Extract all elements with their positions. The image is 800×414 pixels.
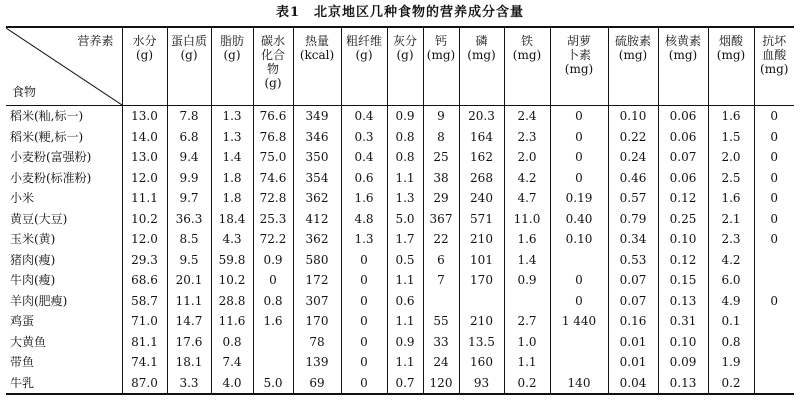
value-cell: 0.01 bbox=[608, 332, 658, 353]
value-cell: 2.4 bbox=[504, 106, 550, 127]
value-cell: 76.6 bbox=[253, 106, 293, 127]
value-cell: 0.1 bbox=[708, 311, 754, 332]
value-cell: 29 bbox=[423, 188, 459, 209]
value-cell: 13.0 bbox=[122, 147, 167, 168]
corner-food-label: 食物 bbox=[12, 85, 37, 99]
value-cell: 7.4 bbox=[211, 352, 253, 373]
value-cell: 24 bbox=[423, 352, 459, 373]
value-cell: 1.6 bbox=[253, 311, 293, 332]
food-name-cell: 稻米(籼,标一) bbox=[10, 109, 84, 124]
value-cell: 1.8 bbox=[211, 168, 253, 189]
column-header bbox=[387, 27, 423, 106]
value-cell: 1.1 bbox=[387, 270, 423, 291]
value-cell: 0.6 bbox=[387, 291, 423, 312]
value-cell bbox=[754, 311, 794, 332]
value-cell: 59.8 bbox=[211, 250, 253, 271]
column-header bbox=[167, 27, 211, 106]
value-cell: 120 bbox=[423, 373, 459, 395]
value-cell: 0.34 bbox=[608, 229, 658, 250]
value-cell: 13.5 bbox=[459, 332, 504, 353]
value-cell: 362 bbox=[293, 188, 341, 209]
value-cell: 0.8 bbox=[708, 332, 754, 353]
value-cell: 0.07 bbox=[608, 291, 658, 312]
value-cell: 362 bbox=[293, 229, 341, 250]
value-cell: 7 bbox=[423, 270, 459, 291]
column-header-label: 碳水 化合 物 (g) bbox=[260, 34, 285, 90]
value-cell: 1.3 bbox=[387, 188, 423, 209]
value-cell: 2.5 bbox=[708, 168, 754, 189]
value-cell: 1.6 bbox=[708, 188, 754, 209]
value-cell: 0.10 bbox=[608, 106, 658, 127]
value-cell: 0 bbox=[550, 147, 608, 168]
value-cell: 0.46 bbox=[608, 168, 658, 189]
value-cell: 4.9 bbox=[708, 291, 754, 312]
table-row bbox=[6, 311, 794, 332]
value-cell: 3.3 bbox=[167, 373, 211, 395]
value-cell: 170 bbox=[459, 270, 504, 291]
column-header-label: 核黄素 (mg) bbox=[664, 34, 701, 62]
value-cell: 0.9 bbox=[504, 270, 550, 291]
value-cell: 1.3 bbox=[341, 229, 387, 250]
value-cell: 210 bbox=[459, 311, 504, 332]
header-row bbox=[6, 27, 794, 106]
value-cell: 268 bbox=[459, 168, 504, 189]
value-cell: 33 bbox=[423, 332, 459, 353]
value-cell: 346 bbox=[293, 127, 341, 148]
value-cell: 2.1 bbox=[708, 209, 754, 230]
value-cell: 11.0 bbox=[504, 209, 550, 230]
value-cell: 0 bbox=[754, 168, 794, 189]
value-cell: 571 bbox=[459, 209, 504, 230]
value-cell bbox=[754, 270, 794, 291]
table-row bbox=[6, 106, 794, 127]
column-header bbox=[608, 27, 658, 106]
column-header-label: 热量 (kcal) bbox=[299, 34, 335, 62]
value-cell: 160 bbox=[459, 352, 504, 373]
value-cell: 1.0 bbox=[504, 332, 550, 353]
table-row bbox=[6, 291, 794, 312]
value-cell: 0 bbox=[754, 209, 794, 230]
column-header bbox=[293, 27, 341, 106]
food-name-cell: 大黄鱼 bbox=[10, 334, 47, 349]
value-cell: 14.7 bbox=[167, 311, 211, 332]
value-cell: 170 bbox=[293, 311, 341, 332]
value-cell: 1.3 bbox=[211, 106, 253, 127]
value-cell: 58.7 bbox=[122, 291, 167, 312]
value-cell: 412 bbox=[293, 209, 341, 230]
value-cell bbox=[423, 291, 459, 312]
value-cell: 0 bbox=[550, 168, 608, 189]
value-cell: 172 bbox=[293, 270, 341, 291]
value-cell: 0 bbox=[341, 332, 387, 353]
value-cell: 0 bbox=[341, 373, 387, 395]
column-header-label: 磷 (mg) bbox=[467, 34, 496, 62]
value-cell: 87.0 bbox=[122, 373, 167, 395]
value-cell: 101 bbox=[459, 250, 504, 271]
value-cell: 0 bbox=[754, 127, 794, 148]
value-cell: 1.1 bbox=[387, 352, 423, 373]
value-cell: 78 bbox=[293, 332, 341, 353]
value-cell: 20.1 bbox=[167, 270, 211, 291]
value-cell: 0.4 bbox=[341, 106, 387, 127]
value-cell: 0.07 bbox=[658, 147, 708, 168]
table-row bbox=[6, 270, 794, 291]
value-cell: 11.1 bbox=[122, 188, 167, 209]
value-cell: 20.3 bbox=[459, 106, 504, 127]
value-cell: 0.06 bbox=[658, 168, 708, 189]
value-cell bbox=[754, 250, 794, 271]
value-cell: 12.0 bbox=[122, 168, 167, 189]
column-header-label: 胡萝 卜素 (mg) bbox=[564, 34, 594, 76]
value-cell: 0 bbox=[550, 291, 608, 312]
value-cell: 0 bbox=[341, 311, 387, 332]
column-header bbox=[708, 27, 754, 106]
value-cell: 0 bbox=[341, 250, 387, 271]
food-name-cell: 猪肉(瘦) bbox=[10, 252, 56, 267]
value-cell: 1.6 bbox=[504, 229, 550, 250]
value-cell: 0.10 bbox=[550, 229, 608, 250]
food-name-cell: 小麦粉(标准粉) bbox=[10, 170, 92, 185]
table-row bbox=[6, 373, 794, 395]
value-cell: 240 bbox=[459, 188, 504, 209]
value-cell: 72.2 bbox=[253, 229, 293, 250]
column-header bbox=[504, 27, 550, 106]
value-cell: 68.6 bbox=[122, 270, 167, 291]
value-cell: 0.5 bbox=[387, 250, 423, 271]
value-cell: 9.5 bbox=[167, 250, 211, 271]
value-cell: 140 bbox=[550, 373, 608, 395]
value-cell: 6.0 bbox=[708, 270, 754, 291]
column-header-label: 水分 (g) bbox=[132, 34, 157, 62]
value-cell: 0.2 bbox=[708, 373, 754, 395]
value-cell: 0 bbox=[754, 188, 794, 209]
value-cell: 81.1 bbox=[122, 332, 167, 353]
value-cell: 139 bbox=[293, 352, 341, 373]
value-cell: 18.4 bbox=[211, 209, 253, 230]
value-cell: 0.6 bbox=[341, 168, 387, 189]
value-cell: 0.8 bbox=[387, 127, 423, 148]
value-cell: 0.9 bbox=[387, 332, 423, 353]
value-cell: 307 bbox=[293, 291, 341, 312]
food-name-cell: 黄豆(大豆) bbox=[10, 211, 68, 226]
value-cell: 71.0 bbox=[122, 311, 167, 332]
value-cell: 1.9 bbox=[708, 352, 754, 373]
column-header bbox=[341, 27, 387, 106]
value-cell: 4.8 bbox=[341, 209, 387, 230]
value-cell: 580 bbox=[293, 250, 341, 271]
table-row bbox=[6, 229, 794, 250]
value-cell: 4.2 bbox=[708, 250, 754, 271]
value-cell: 0 bbox=[754, 229, 794, 250]
value-cell: 0.22 bbox=[608, 127, 658, 148]
table-title: 表1 北京地区几种食物的营养成分含量 bbox=[275, 5, 525, 20]
value-cell: 6 bbox=[423, 250, 459, 271]
value-cell: 0.12 bbox=[658, 188, 708, 209]
column-header bbox=[459, 27, 504, 106]
value-cell: 1.4 bbox=[504, 250, 550, 271]
value-cell: 1.1 bbox=[387, 311, 423, 332]
value-cell: 72.8 bbox=[253, 188, 293, 209]
column-header-label: 烟酸 (mg) bbox=[716, 34, 746, 62]
column-header-label: 钙 (mg) bbox=[426, 34, 456, 62]
value-cell: 74.6 bbox=[253, 168, 293, 189]
column-header-label: 粗纤维 (g) bbox=[345, 34, 382, 62]
food-name-cell: 小米 bbox=[10, 191, 35, 206]
value-cell: 0 bbox=[253, 270, 293, 291]
value-cell: 18.1 bbox=[167, 352, 211, 373]
value-cell: 0.06 bbox=[658, 127, 708, 148]
value-cell: 10.2 bbox=[211, 270, 253, 291]
value-cell: 4.7 bbox=[504, 188, 550, 209]
value-cell: 1.3 bbox=[211, 127, 253, 148]
column-header-label: 铁 (mg) bbox=[512, 34, 542, 62]
value-cell: 1.6 bbox=[708, 106, 754, 127]
value-cell: 0 bbox=[550, 270, 608, 291]
value-cell: 0.13 bbox=[658, 291, 708, 312]
value-cell: 75.0 bbox=[253, 147, 293, 168]
value-cell: 29.3 bbox=[122, 250, 167, 271]
value-cell: 2.0 bbox=[504, 147, 550, 168]
value-cell: 0.2 bbox=[504, 373, 550, 395]
value-cell: 93 bbox=[459, 373, 504, 395]
column-header bbox=[211, 27, 253, 106]
value-cell: 0.8 bbox=[387, 147, 423, 168]
value-cell: 0 bbox=[341, 291, 387, 312]
table-row bbox=[6, 147, 794, 168]
value-cell: 4.3 bbox=[211, 229, 253, 250]
value-cell: 354 bbox=[293, 168, 341, 189]
food-name-cell: 牛乳 bbox=[6, 373, 122, 395]
corner-header bbox=[6, 27, 122, 106]
value-cell: 38 bbox=[423, 168, 459, 189]
value-cell: 367 bbox=[423, 209, 459, 230]
table-row bbox=[6, 127, 794, 148]
column-header bbox=[658, 27, 708, 106]
food-name-cell: 玉米(黄) bbox=[10, 232, 56, 247]
value-cell: 12.0 bbox=[122, 229, 167, 250]
value-cell: 0.16 bbox=[608, 311, 658, 332]
value-cell: 2.3 bbox=[708, 229, 754, 250]
value-cell: 0.8 bbox=[253, 291, 293, 312]
column-header-label: 脂肪 (g) bbox=[219, 34, 244, 62]
value-cell: 0 bbox=[341, 352, 387, 373]
value-cell: 69 bbox=[293, 373, 341, 395]
table-row bbox=[6, 332, 794, 353]
value-cell: 1.7 bbox=[387, 229, 423, 250]
value-cell: 55 bbox=[423, 311, 459, 332]
value-cell: 164 bbox=[459, 127, 504, 148]
column-header bbox=[253, 27, 293, 106]
value-cell: 0.10 bbox=[658, 332, 708, 353]
corner-nutrient-label: 营养素 bbox=[77, 34, 114, 48]
value-cell: 1.1 bbox=[387, 168, 423, 189]
value-cell: 0 bbox=[550, 106, 608, 127]
food-name-cell: 稻米(粳,标一) bbox=[10, 129, 84, 144]
value-cell: 0.09 bbox=[658, 352, 708, 373]
value-cell: 0.8 bbox=[211, 332, 253, 353]
value-cell: 0 bbox=[754, 147, 794, 168]
value-cell: 5.0 bbox=[253, 373, 293, 395]
value-cell: 0.24 bbox=[608, 147, 658, 168]
value-cell bbox=[504, 291, 550, 312]
value-cell: 25.3 bbox=[253, 209, 293, 230]
food-name-cell: 羊肉(肥瘦) bbox=[10, 293, 68, 308]
value-cell bbox=[754, 373, 794, 395]
food-name-cell: 小麦粉(富强粉) bbox=[10, 150, 92, 165]
value-cell: 7.8 bbox=[167, 106, 211, 127]
value-cell: 0.04 bbox=[608, 373, 658, 395]
value-cell: 0.9 bbox=[387, 106, 423, 127]
value-cell: 9.9 bbox=[167, 168, 211, 189]
nutrition-table bbox=[6, 26, 794, 395]
value-cell: 8 bbox=[423, 127, 459, 148]
value-cell bbox=[550, 352, 608, 373]
value-cell: 0 bbox=[550, 127, 608, 148]
value-cell: 0.12 bbox=[658, 250, 708, 271]
value-cell: 9.7 bbox=[167, 188, 211, 209]
value-cell: 4.2 bbox=[504, 168, 550, 189]
value-cell: 1.5 bbox=[708, 127, 754, 148]
value-cell: 76.8 bbox=[253, 127, 293, 148]
value-cell: 350 bbox=[293, 147, 341, 168]
value-cell: 25 bbox=[423, 147, 459, 168]
value-cell: 0.25 bbox=[658, 209, 708, 230]
value-cell: 0.31 bbox=[658, 311, 708, 332]
value-cell bbox=[459, 291, 504, 312]
value-cell: 0.13 bbox=[658, 373, 708, 395]
value-cell: 4.0 bbox=[211, 373, 253, 395]
column-header bbox=[423, 27, 459, 106]
value-cell bbox=[550, 332, 608, 353]
value-cell: 0 bbox=[754, 291, 794, 312]
value-cell: 9.4 bbox=[167, 147, 211, 168]
table-body bbox=[6, 106, 794, 395]
column-header bbox=[754, 27, 794, 106]
value-cell: 0.7 bbox=[387, 373, 423, 395]
column-header bbox=[550, 27, 608, 106]
column-header bbox=[122, 27, 167, 106]
value-cell: 0.79 bbox=[608, 209, 658, 230]
value-cell: 0.53 bbox=[608, 250, 658, 271]
value-cell: 9 bbox=[423, 106, 459, 127]
value-cell: 162 bbox=[459, 147, 504, 168]
food-name-cell: 牛肉(瘦) bbox=[10, 273, 56, 288]
value-cell: 8.5 bbox=[167, 229, 211, 250]
value-cell: 17.6 bbox=[167, 332, 211, 353]
value-cell: 210 bbox=[459, 229, 504, 250]
value-cell: 0.19 bbox=[550, 188, 608, 209]
value-cell: 13.0 bbox=[122, 106, 167, 127]
value-cell bbox=[754, 332, 794, 353]
value-cell: 0.57 bbox=[608, 188, 658, 209]
value-cell: 22 bbox=[423, 229, 459, 250]
table-row bbox=[6, 188, 794, 209]
value-cell: 1.4 bbox=[211, 147, 253, 168]
value-cell: 6.8 bbox=[167, 127, 211, 148]
value-cell: 36.3 bbox=[167, 209, 211, 230]
value-cell: 2.7 bbox=[504, 311, 550, 332]
value-cell: 11.1 bbox=[167, 291, 211, 312]
value-cell: 74.1 bbox=[122, 352, 167, 373]
value-cell: 0 bbox=[341, 270, 387, 291]
value-cell: 0.10 bbox=[658, 229, 708, 250]
value-cell: 349 bbox=[293, 106, 341, 127]
value-cell: 0 bbox=[754, 106, 794, 127]
value-cell bbox=[754, 352, 794, 373]
value-cell: 0.01 bbox=[608, 352, 658, 373]
column-header-label: 硫胺素 (mg) bbox=[614, 34, 651, 62]
food-name-cell: 带鱼 bbox=[10, 355, 35, 370]
value-cell: 2.3 bbox=[504, 127, 550, 148]
value-cell: 11.6 bbox=[211, 311, 253, 332]
table-row bbox=[6, 250, 794, 271]
value-cell bbox=[253, 332, 293, 353]
food-name-cell: 鸡蛋 bbox=[10, 314, 35, 329]
column-header-label: 抗坏 血酸 (mg) bbox=[760, 34, 789, 76]
value-cell: 0.40 bbox=[550, 209, 608, 230]
value-cell: 0.3 bbox=[341, 127, 387, 148]
value-cell: 10.2 bbox=[122, 209, 167, 230]
value-cell: 14.0 bbox=[122, 127, 167, 148]
value-cell: 1.6 bbox=[341, 188, 387, 209]
table-row bbox=[6, 209, 794, 230]
value-cell: 28.8 bbox=[211, 291, 253, 312]
column-header-label: 蛋白质 (g) bbox=[170, 34, 207, 62]
table-row bbox=[6, 168, 794, 189]
value-cell bbox=[253, 352, 293, 373]
column-header-label: 灰分 (g) bbox=[392, 34, 417, 62]
value-cell: 1.8 bbox=[211, 188, 253, 209]
value-cell: 2.0 bbox=[708, 147, 754, 168]
value-cell: 0.4 bbox=[341, 147, 387, 168]
value-cell: 0.07 bbox=[608, 270, 658, 291]
value-cell: 0.06 bbox=[658, 106, 708, 127]
value-cell: 1.1 bbox=[504, 352, 550, 373]
value-cell: 1 440 bbox=[550, 311, 608, 332]
table-row bbox=[6, 352, 794, 373]
value-cell: 0.9 bbox=[253, 250, 293, 271]
value-cell: 0.15 bbox=[658, 270, 708, 291]
value-cell bbox=[550, 250, 608, 271]
value-cell: 5.0 bbox=[387, 209, 423, 230]
